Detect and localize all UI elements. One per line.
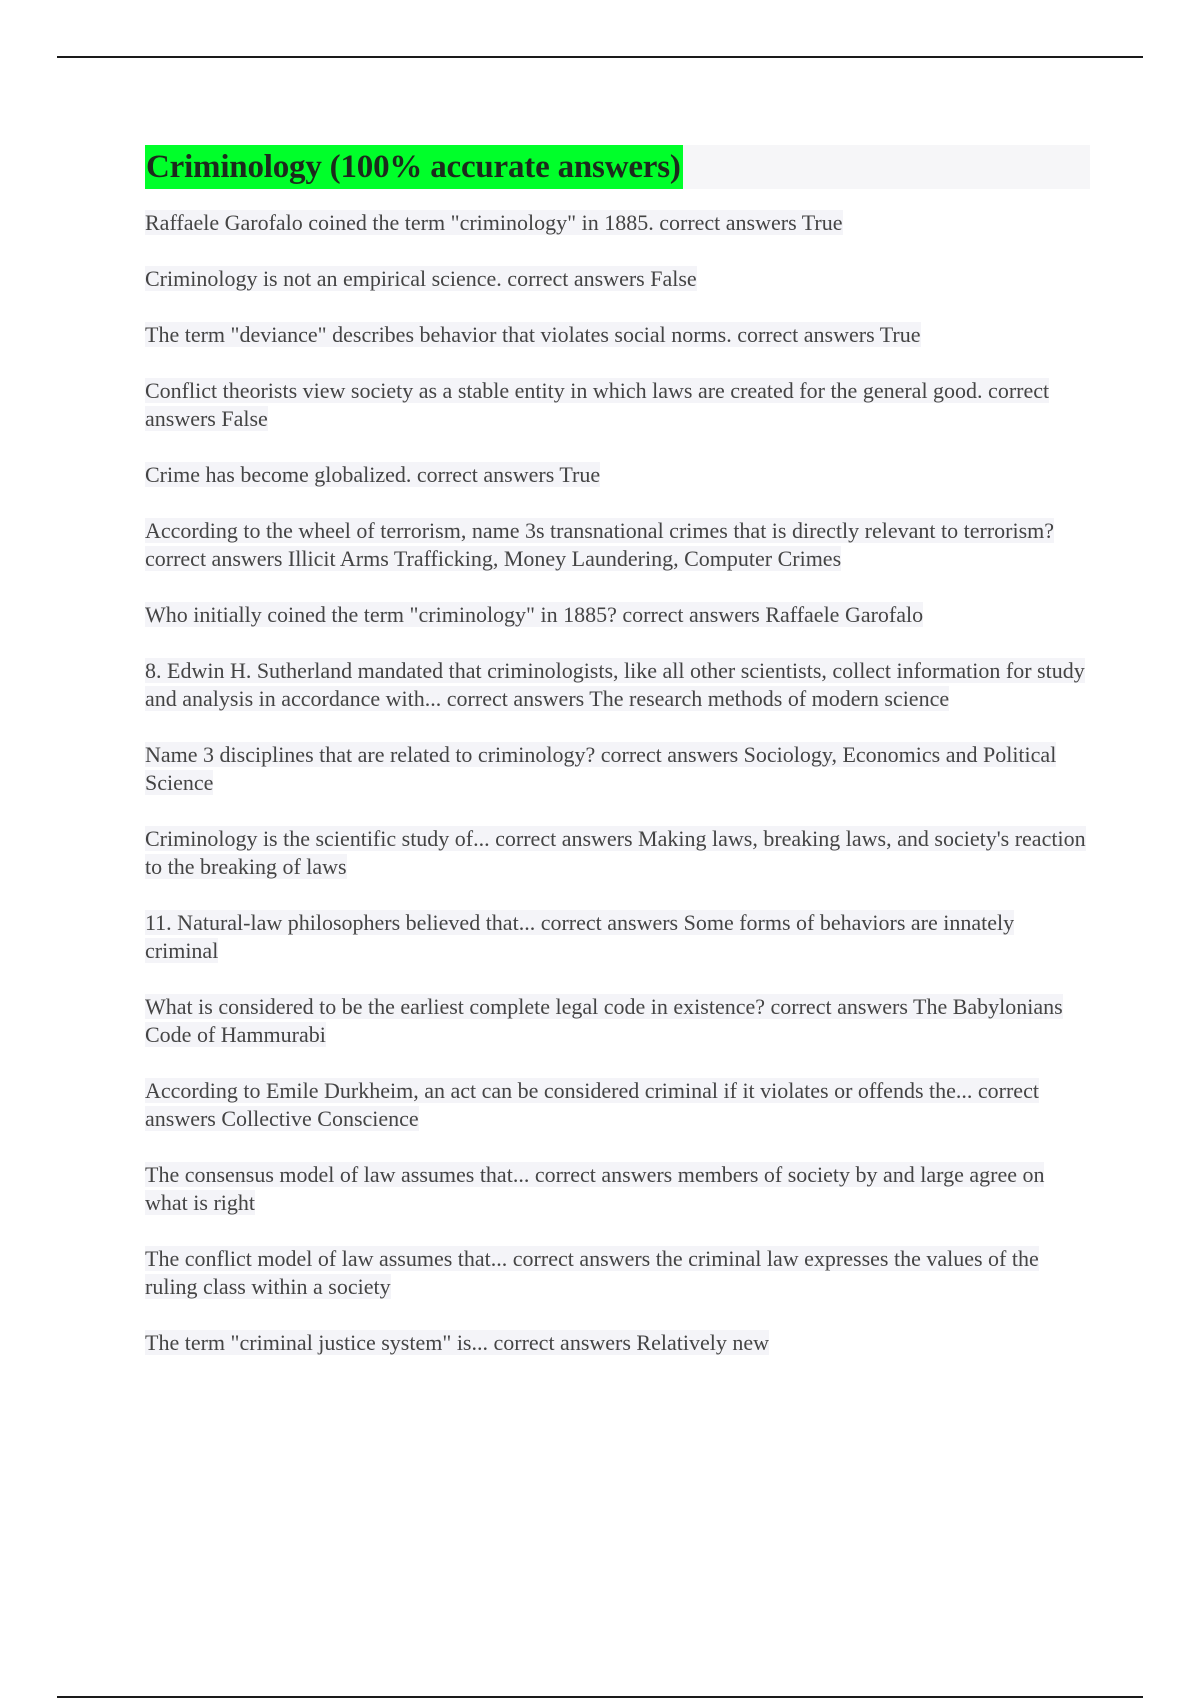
top-rule [57,56,1143,58]
document-title: Criminology (100% accurate answers) [145,145,683,189]
qa-item: The term "deviance" describes behavior that violates social norms. correct answers True [145,322,921,347]
qa-item: Raffaele Garofalo coined the term "criminology" in 1885. correct answers True [145,210,843,235]
bottom-rule [57,1696,1143,1698]
qa-item: The conflict model of law assumes that... correct answers the criminal law expresses the values of the ruling class within a society [145,1246,1039,1299]
qa-item: What is considered to be the earliest complete legal code in existence? correct answers The Babylonians Code of Hammurabi [145,994,1063,1047]
qa-item: According to Emile Durkheim, an act can be considered criminal if it violates or offends the... correct answers Collective Conscience [145,1078,1039,1131]
qa-item: Criminology is not an empirical science. correct answers False [145,266,697,291]
qa-item: 11. Natural-law philosophers believed that... correct answers Some forms of behaviors are innately criminal [145,910,1015,963]
qa-item: Conflict theorists view society as a stable entity in which laws are created for the general good. correct answers False [145,378,1050,431]
qa-item: Who initially coined the term "criminology" in 1885? correct answers Raffaele Garofalo [145,602,924,627]
qa-item: 8. Edwin H. Sutherland mandated that criminologists, like all other scientists, collect information for study and analysis in accordance with... correct answers The research methods of modern science [145,658,1085,711]
document-body [145,145,1090,1385]
qa-item: Criminology is the scientific study of... correct answers Making laws, breaking laws, and society's reaction to the breaking of laws [145,826,1086,879]
qa-item: According to the wheel of terrorism, name 3s transnational crimes that is directly relevant to terrorism? correct answers Illicit Arms Trafficking, Money Laundering, Computer Crimes [145,518,1055,571]
qa-item: The term "criminal justice system" is... correct answers Relatively new [145,1330,769,1355]
qa-item: The consensus model of law assumes that... correct answers members of society by and large agree on what is right [145,1162,1045,1215]
title-row [145,145,1090,189]
qa-item: Crime has become globalized. correct answers True [145,462,601,487]
qa-list [145,209,1090,1357]
qa-item: Name 3 disciplines that are related to criminology? correct answers Sociology, Economics and Political Science [145,742,1057,795]
